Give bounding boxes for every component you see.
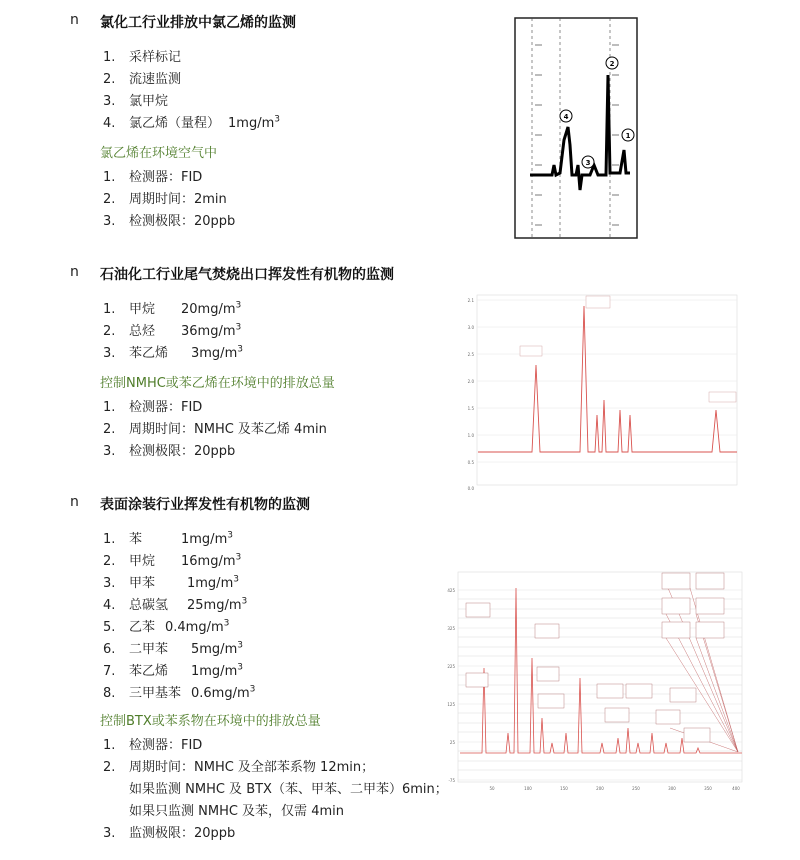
item-text: 苯	[129, 532, 143, 547]
item-value: 1mg/m	[191, 664, 238, 679]
x-tick-label: 100	[524, 786, 532, 791]
peak-annotation-box	[538, 694, 564, 708]
item-number: 2.	[103, 760, 116, 775]
item-number: 3.	[103, 346, 116, 361]
item-number: 1.	[103, 170, 116, 185]
peak-annotation-box	[662, 573, 690, 589]
x-tick-label: 250	[632, 786, 640, 791]
section-title: 石油化工行业尾气焚烧出口挥发性有机物的监测	[100, 267, 394, 283]
peak-annotation-box	[626, 684, 652, 698]
item-number: 8.	[103, 686, 116, 701]
item-value: 36mg/m	[181, 324, 236, 339]
section-subtitle: 控制BTX或苯系物在环境中的排放总量	[100, 714, 321, 729]
chromatogram-figure-3	[440, 568, 745, 796]
list-item	[103, 90, 168, 109]
y-tick-label: 325	[447, 626, 455, 631]
item-text: 苯乙烯	[129, 664, 169, 679]
item-number: 2.	[103, 422, 116, 437]
peak-annotation-box	[605, 708, 629, 722]
section-subtitle: 控制NMHC或苯乙烯在环境中的排放总量	[100, 376, 335, 391]
item-number: 3.	[103, 94, 116, 109]
item-unit-sup: 3	[223, 618, 230, 629]
y-tick-label: 125	[447, 702, 455, 707]
item-number: 3.	[103, 214, 116, 229]
y-tick-label: 25	[449, 740, 455, 745]
item-value: 0.6mg/m	[191, 686, 250, 701]
chart-frame	[515, 18, 637, 238]
item-number: 4.	[103, 116, 116, 131]
item-unit-sup: 3	[237, 662, 243, 673]
item-number: 1.	[103, 50, 116, 65]
item-unit-sup: 3	[233, 574, 239, 585]
item-value: 5mg/m	[191, 642, 238, 657]
list-item	[103, 210, 235, 229]
item-text: 甲苯	[129, 576, 156, 591]
item-text: 检测器：FID	[129, 738, 203, 753]
item-unit-sup: 3	[235, 300, 242, 311]
item-unit-sup: 3	[249, 684, 256, 695]
item-value: 1mg/m	[187, 576, 234, 591]
peak-annotation-box	[520, 346, 542, 356]
y-tick-label: 1.5	[467, 406, 474, 411]
chromatogram-figure-1	[512, 15, 642, 241]
peak-annotation-box	[696, 598, 724, 614]
chart-frame	[477, 295, 737, 485]
y-tick-label: 425	[447, 588, 455, 593]
list-item	[103, 440, 235, 459]
peak-annotation-box	[696, 622, 724, 638]
item-unit-sup: 3	[237, 640, 243, 651]
item-number: 1.	[103, 532, 116, 547]
item-text: 检测极限：20ppb	[129, 214, 236, 229]
item-number: 1.	[103, 302, 116, 317]
section-bullet: n	[70, 494, 79, 510]
list-item	[103, 822, 235, 841]
item-text: 三甲基苯	[129, 686, 182, 701]
section-bullet: n	[70, 12, 79, 28]
list-item-continuation: 如果只监测 NMHC 及苯，仅需 4min	[129, 804, 344, 819]
list-item	[103, 638, 243, 657]
peak-annotation-box	[535, 624, 559, 638]
y-tick-label: 2.5	[467, 352, 474, 357]
item-value: 1mg/m	[228, 116, 275, 131]
y-tick-label: 0.0	[467, 486, 474, 491]
item-text: 采样标记	[129, 50, 182, 65]
peak-annotation-box	[597, 684, 623, 698]
item-unit-sup: 3	[237, 344, 243, 355]
y-tick-label: 1.0	[467, 433, 474, 438]
section-title: 氯化工行业排放中氯乙烯的监测	[100, 15, 296, 31]
peak-annotation-box	[696, 573, 724, 589]
list-item	[103, 616, 229, 635]
list-item	[103, 320, 241, 339]
item-number: 1.	[103, 738, 116, 753]
item-text: 监测极限：20ppb	[129, 826, 236, 841]
y-tick-label: 2.0	[467, 379, 474, 384]
item-text: 周期时间：NMHC 及苯乙烯 4min	[129, 422, 327, 437]
item-text: 流速监测	[129, 72, 182, 87]
item-value: 1mg/m	[181, 532, 228, 547]
x-tick-label: 200	[596, 786, 604, 791]
list-item	[103, 756, 374, 775]
list-item	[103, 188, 227, 207]
item-number: 2.	[103, 324, 116, 339]
list-item-continuation: 如果监测 NMHC 及 BTX（苯、甲苯、二甲苯）6min；	[129, 782, 448, 797]
peak-annotation-box	[709, 392, 736, 402]
peak-label: 1	[625, 132, 631, 140]
peak-annotation-box	[466, 603, 490, 617]
item-value: 16mg/m	[181, 554, 236, 569]
item-number: 5.	[103, 620, 116, 635]
peak-annotation-box	[684, 728, 710, 742]
peak-label: 3	[585, 159, 591, 167]
peak-annotation-box	[537, 667, 559, 681]
item-unit-sup: 3	[235, 552, 242, 563]
list-item	[103, 528, 233, 547]
list-item	[103, 734, 202, 753]
item-unit-sup: 3	[227, 530, 233, 541]
y-tick-label: 0.5	[467, 460, 474, 465]
item-text: 苯乙烯	[129, 346, 169, 361]
item-number: 3.	[103, 826, 116, 841]
x-tick-label: 150	[560, 786, 568, 791]
section-bullet: n	[70, 264, 79, 280]
peak-annotation-box	[656, 710, 680, 724]
list-item	[103, 396, 202, 415]
item-number: 6.	[103, 642, 116, 657]
item-text: 总烃	[129, 324, 156, 339]
item-text: 周期时间：2min	[129, 192, 227, 207]
peak-annotation-box	[466, 673, 488, 687]
item-text: 二甲苯	[129, 642, 169, 657]
list-item	[103, 342, 243, 361]
item-text: 周期时间：NMHC 及全部苯系物 12min；	[129, 760, 375, 775]
list-item	[103, 112, 280, 131]
x-tick-label: 350	[704, 786, 712, 791]
item-number: 2.	[103, 192, 116, 207]
item-value: 20mg/m	[181, 302, 236, 317]
item-text: 检测器：FID	[129, 400, 203, 415]
list-item	[103, 68, 181, 87]
peak-annotation-box	[586, 296, 610, 308]
item-number: 3.	[103, 444, 116, 459]
item-value: 0.4mg/m	[165, 620, 224, 635]
section-subtitle: 氯乙烯在环境空气中	[100, 146, 218, 161]
list-item	[103, 572, 239, 591]
section-title: 表面涂装行业挥发性有机物的监测	[100, 497, 310, 513]
item-unit-sup: 3	[235, 322, 242, 333]
item-number: 2.	[103, 72, 116, 87]
y-tick-label: 3.0	[467, 325, 474, 330]
item-text: 氯乙烯（量程）	[129, 116, 221, 131]
y-tick-label: 2.1	[467, 298, 474, 303]
item-text: 检测极限：20ppb	[129, 444, 236, 459]
item-value: 3mg/m	[191, 346, 238, 361]
list-item	[103, 418, 327, 437]
item-unit-sup: 3	[241, 596, 248, 607]
item-number: 7.	[103, 664, 116, 679]
peak-label: 2	[609, 60, 615, 68]
peak-annotation-box	[662, 598, 690, 614]
x-tick-label: 50	[489, 786, 495, 791]
y-tick-label: 225	[447, 664, 455, 669]
item-text: 总碳氢	[129, 598, 169, 613]
peak-label: 4	[563, 113, 569, 121]
list-item	[103, 46, 181, 65]
item-text: 检测器：FID	[129, 170, 203, 185]
item-unit-sup: 3	[274, 114, 280, 125]
item-text: 乙苯	[129, 620, 156, 635]
item-number: 2.	[103, 554, 116, 569]
y-tick-label: -75	[448, 778, 455, 783]
chromatogram-figure-2	[462, 290, 740, 496]
item-value: 25mg/m	[187, 598, 242, 613]
peak-annotation-box	[662, 622, 690, 638]
item-number: 3.	[103, 576, 116, 591]
list-item	[103, 682, 255, 701]
list-item	[103, 550, 241, 569]
list-item	[103, 594, 247, 613]
x-tick-label: 300	[668, 786, 676, 791]
peak-annotation-box	[670, 688, 696, 702]
item-number: 1.	[103, 400, 116, 415]
item-text: 甲烷	[129, 554, 156, 569]
list-item	[103, 660, 243, 679]
list-item	[103, 166, 202, 185]
x-tick-label: 400	[732, 786, 740, 791]
item-text: 氯甲烷	[129, 94, 169, 109]
item-text: 甲烷	[129, 302, 156, 317]
item-number: 4.	[103, 598, 116, 613]
list-item	[103, 298, 241, 317]
